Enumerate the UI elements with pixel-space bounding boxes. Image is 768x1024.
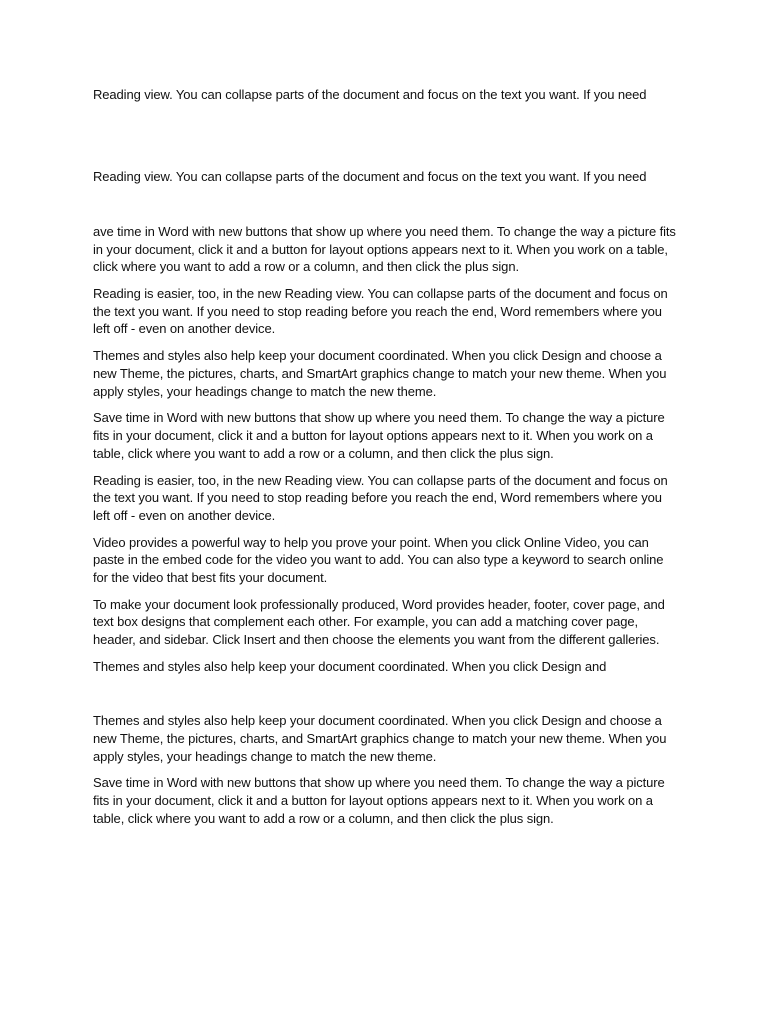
paragraph-9: To make your document look professionally produced, Word provides header, footer, cover page, and text box designs that complement each other. For example, you can add a matching cover page, header, and sidebar. Click Insert and then choose the elements you want from the different galleries.: [93, 596, 665, 647]
paragraph-8: Video provides a powerful way to help you prove your point. When you click Online Video, you can paste in the embed code for the video you want to add. You can also type a keyword to search online for the video that best fits your document.: [93, 534, 664, 585]
paragraph-12: Save time in Word with new buttons that show up where you need them. To change the way a picture fits in your document, click it and a button for layout options appears next to it. When you work on a table, click where you want to add a row or a column, and then click the plus sign.: [93, 775, 665, 826]
paragraph-6: Save time in Word with new buttons that show up where you need them. To change the way a picture fits in your document, click it and a button for layout options appears next to it. When you work on a table, click where you want to add a row or a column, and then click the plus sign.: [93, 410, 665, 461]
paragraph-1: Reading view. You can collapse parts of the document and focus on the text you want. If you need: [93, 87, 647, 102]
paragraph-10: Themes and styles also help keep your document coordinated. When you click Design and: [93, 658, 607, 674]
paragraph-3: ave time in Word with new buttons that show up where you need them. To change the way a picture fits in your document, click it and a button for layout options appears next to it. When you work on a table, click where you want to add a row or a column, and then click the plus sign.: [93, 224, 676, 275]
paragraph-2: Reading view. You can collapse parts of the document and focus on the text you want. If you need: [93, 168, 647, 184]
paragraph-11: Themes and styles also help keep your document coordinated. When you click Design and choose a new Theme, the pictures, charts, and SmartArt graphics change to match your new theme. When you apply styles, your headings change to match the new theme.: [93, 713, 667, 764]
paragraph-5: Themes and styles also help keep your document coordinated. When you click Design and choose a new Theme, the pictures, charts, and SmartArt graphics change to match your new theme. When you apply styles, your headings change to match the new theme.: [93, 348, 667, 399]
document-page: [93, 86, 678, 827]
paragraph-7: Reading is easier, too, in the new Reading view. You can collapse parts of the document and focus on the text you want. If you need to stop reading before you reach the end, Word remembers where you left off - even on another device.: [93, 472, 668, 523]
paragraph-4: Reading is easier, too, in the new Reading view. You can collapse parts of the document and focus on the text you want. If you need to stop reading before you reach the end, Word remembers where you left off - even on another device.: [93, 286, 668, 337]
